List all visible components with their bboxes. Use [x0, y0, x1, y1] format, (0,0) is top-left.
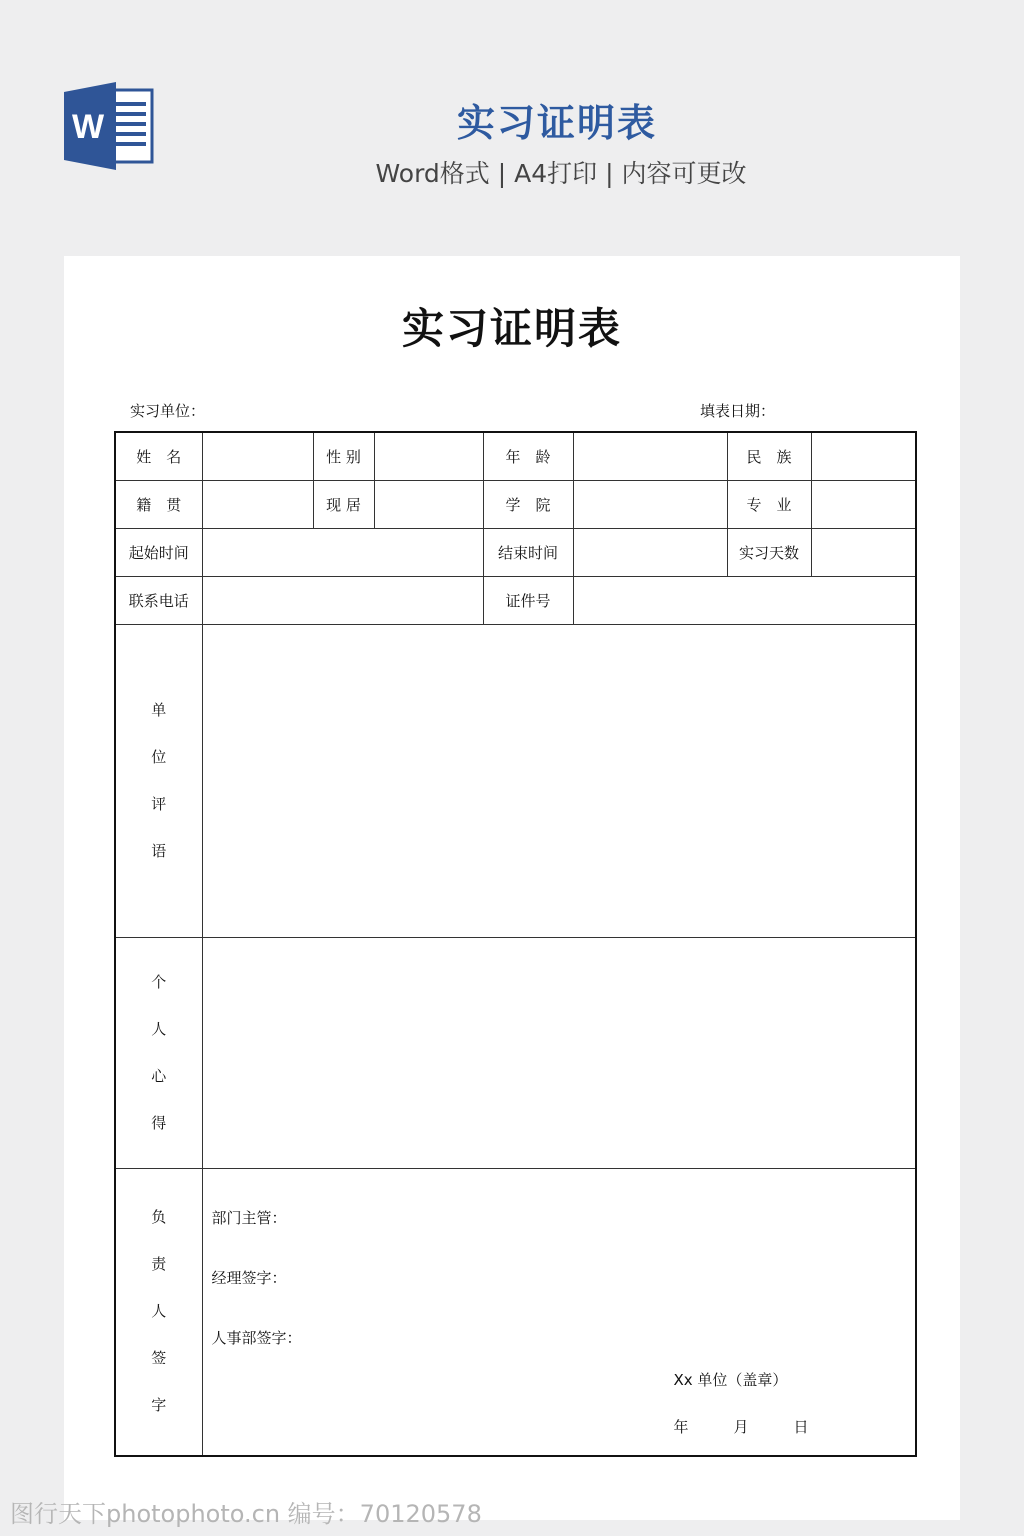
hr-signature-label: 人事部签字： — [211, 1328, 302, 1347]
gender-field[interactable] — [374, 432, 483, 480]
native-place-label: 籍 贯 — [115, 480, 202, 528]
start-time-label: 起始时间 — [115, 528, 202, 576]
major-field[interactable] — [811, 480, 916, 528]
college-field[interactable] — [573, 480, 727, 528]
signature-section-label: 负 责 人 签 字 — [115, 1168, 202, 1456]
start-time-field[interactable] — [202, 528, 483, 576]
ethnicity-field[interactable] — [811, 432, 916, 480]
internship-form-table — [114, 431, 917, 1457]
residence-label: 现 居 — [313, 480, 374, 528]
native-place-field[interactable] — [202, 480, 313, 528]
svg-text:W: W — [71, 108, 105, 146]
end-time-label: 结束时间 — [483, 528, 573, 576]
unit-comment-label: 单 位 评 语 — [115, 624, 202, 937]
internship-days-field[interactable] — [811, 528, 916, 576]
id-number-field[interactable] — [573, 576, 916, 624]
banner — [0, 0, 1024, 230]
personal-experience-label: 个 人 心 得 — [115, 937, 202, 1168]
signature-area[interactable] — [202, 1168, 916, 1456]
unit-stamp-label: Xx 单位（盖章） — [673, 1370, 788, 1389]
watermark: 图行天下photophoto.cn 编号：70120578 — [10, 1500, 482, 1528]
gender-label: 性 别 — [313, 432, 374, 480]
id-number-label: 证件号 — [483, 576, 573, 624]
banner-subtitle: Word格式 | A4打印 | 内容可更改 — [375, 159, 747, 188]
name-field[interactable] — [202, 432, 313, 480]
unit-comment-field[interactable] — [202, 624, 916, 937]
document-page — [64, 256, 960, 1520]
sign-date-line: 年 月 日 — [673, 1417, 809, 1436]
unit-label: 实习单位： — [130, 402, 206, 420]
personal-experience-field[interactable] — [202, 937, 916, 1168]
residence-field[interactable] — [374, 480, 483, 528]
end-time-field[interactable] — [573, 528, 727, 576]
phone-field[interactable] — [202, 576, 483, 624]
age-field[interactable] — [573, 432, 727, 480]
dept-head-signature-label: 部门主管： — [211, 1208, 287, 1227]
manager-signature-label: 经理签字： — [211, 1268, 287, 1287]
banner-title: 实习证明表 — [456, 101, 657, 145]
college-label: 学 院 — [483, 480, 573, 528]
ethnicity-label: 民 族 — [727, 432, 811, 480]
age-label: 年 龄 — [483, 432, 573, 480]
name-label: 姓 名 — [115, 432, 202, 480]
internship-days-label: 实习天数 — [727, 528, 811, 576]
major-label: 专 业 — [727, 480, 811, 528]
document-title: 实习证明表 — [401, 304, 622, 353]
phone-label: 联系电话 — [115, 576, 202, 624]
date-label: 填表日期： — [700, 402, 776, 420]
